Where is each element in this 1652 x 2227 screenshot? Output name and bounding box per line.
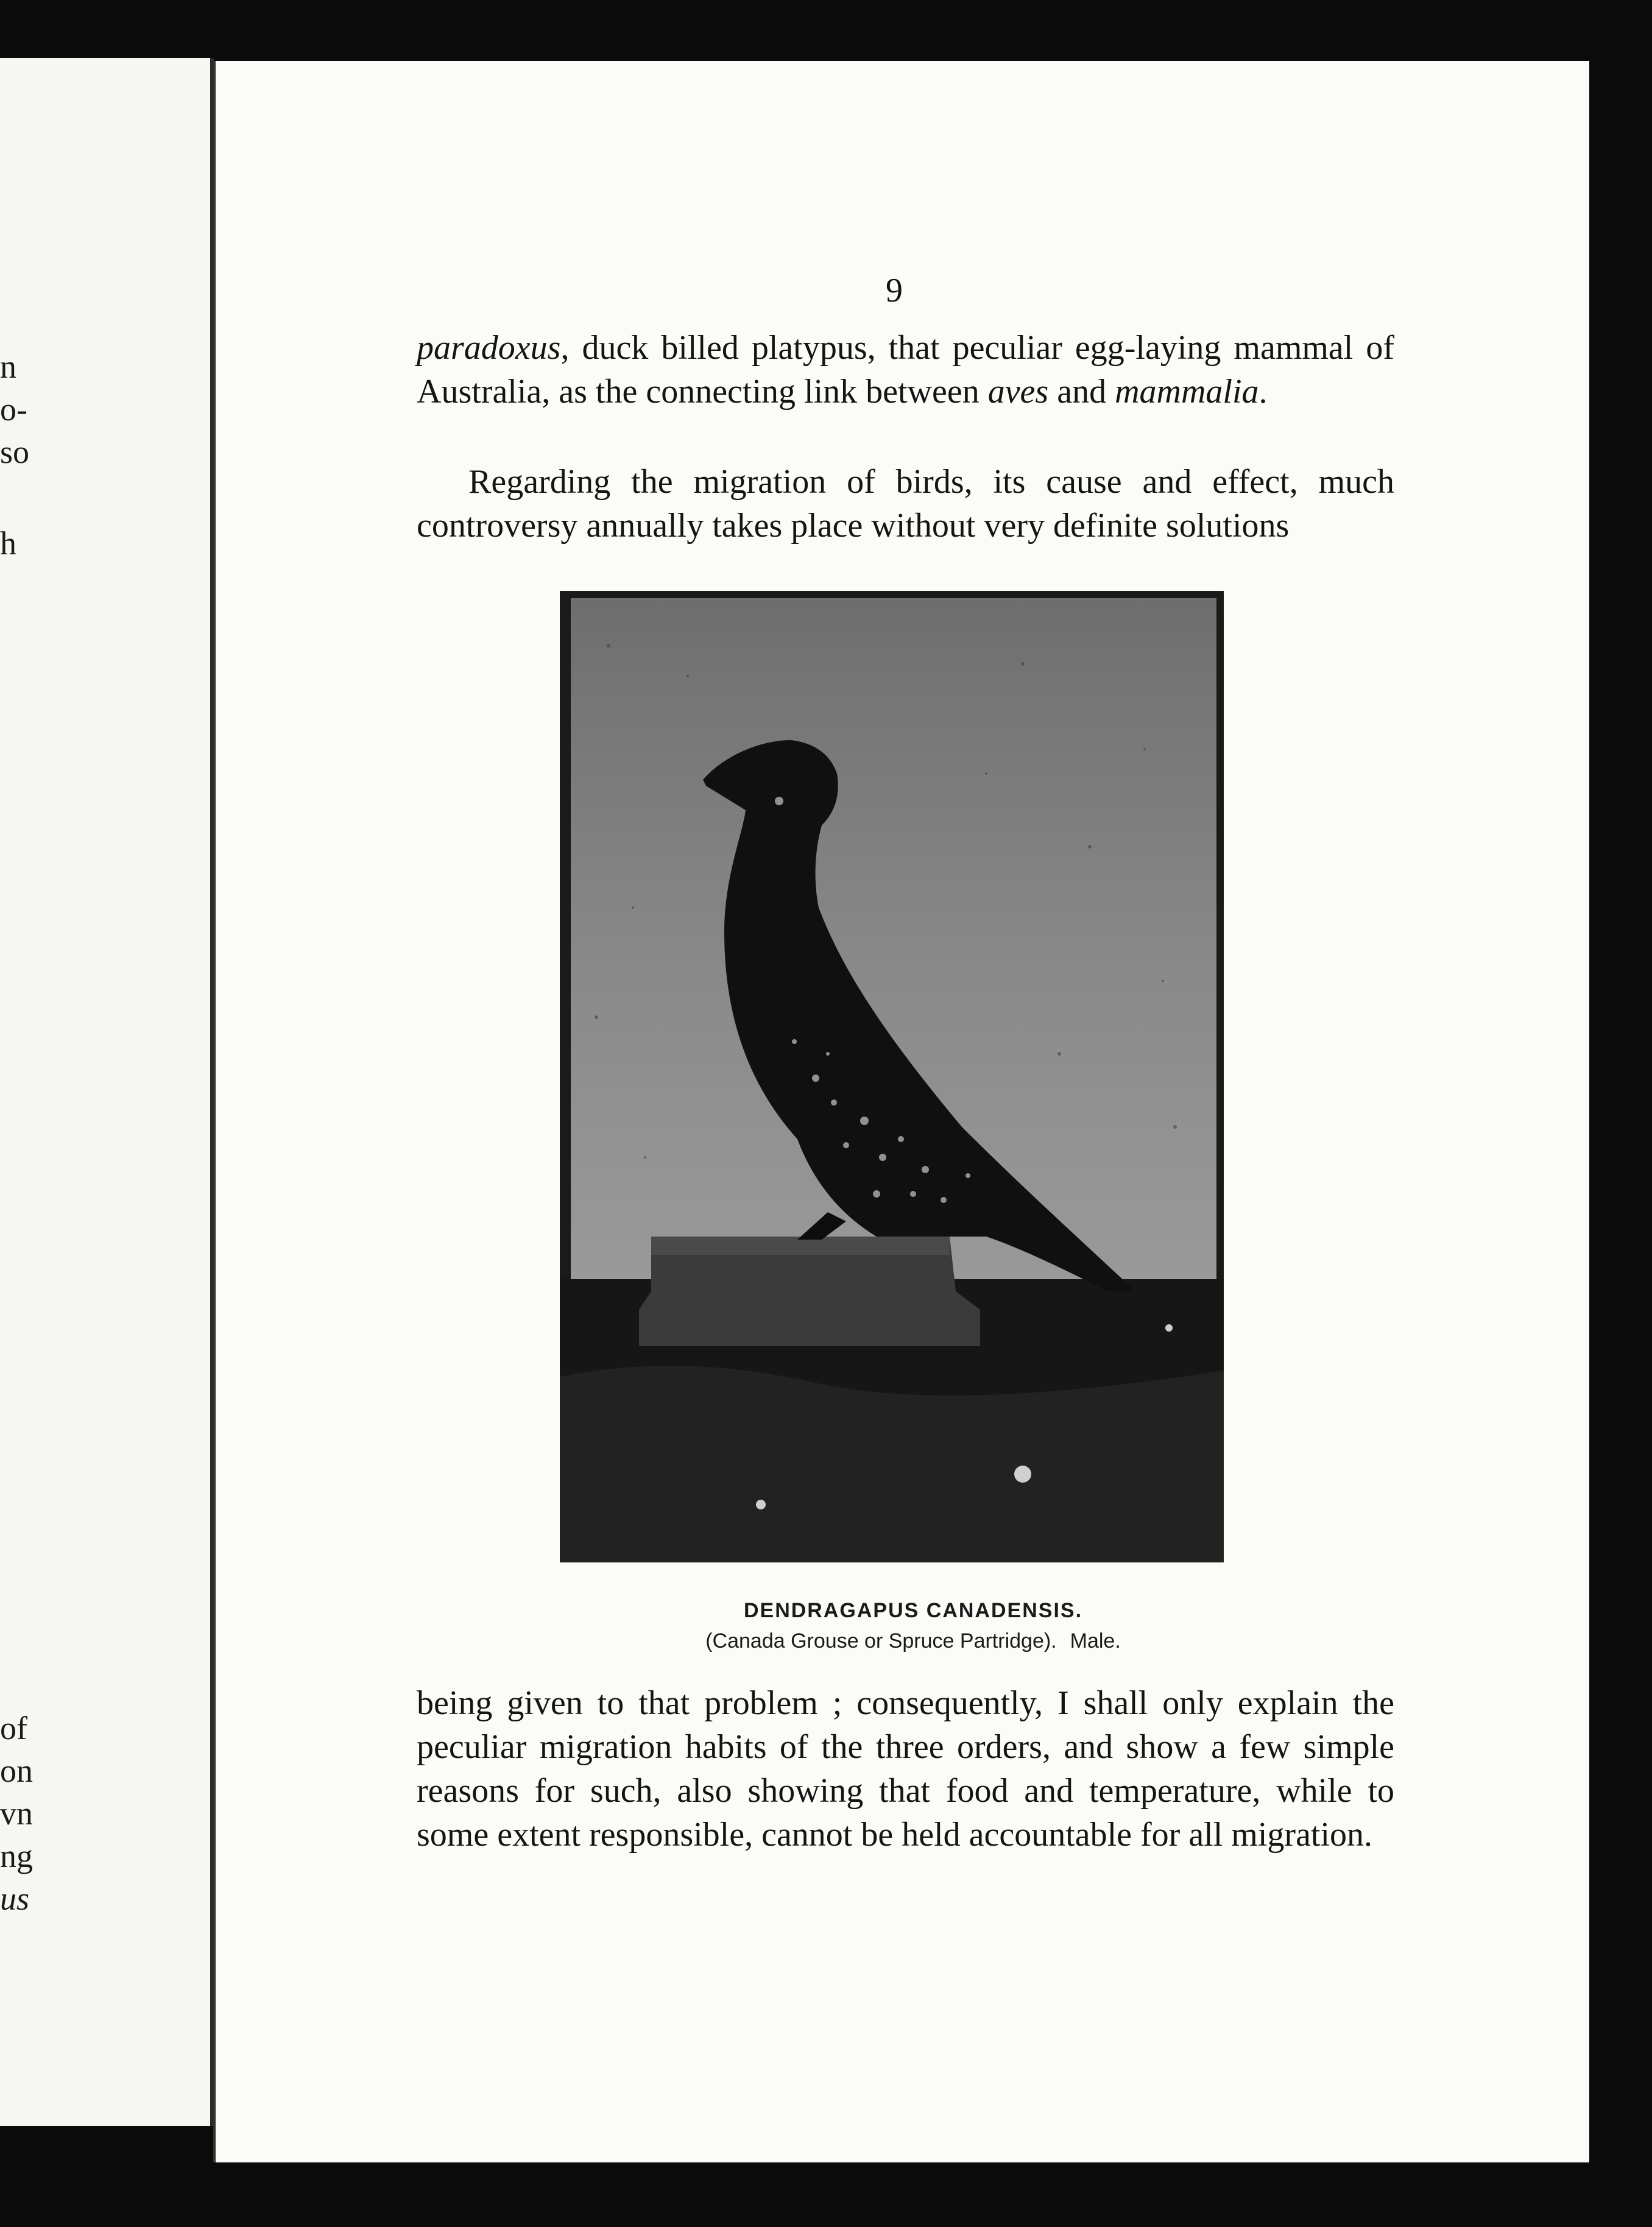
page-number: 9 <box>886 272 903 309</box>
left-page-fragment: so <box>0 434 30 470</box>
left-page-fragment: n <box>0 348 16 385</box>
left-page-fragment: on <box>0 1752 33 1789</box>
paragraph-italic-term: mammalia <box>1115 373 1259 411</box>
grouse-photograph <box>560 591 1224 1562</box>
figure-caption-title: DENDRAGAPUS CANADENSIS. <box>743 1599 1083 1622</box>
paragraph-italic-term: paradoxus <box>417 329 561 367</box>
figure-caption-common-name: (Canada Grouse or Spruce Partridge). <box>705 1629 1057 1653</box>
left-page-fragment: us <box>0 1880 30 1917</box>
left-page-fragment: h <box>0 525 16 562</box>
paragraph-text: and <box>1048 373 1115 411</box>
left-page-fragment: o- <box>0 391 27 428</box>
figure-caption-subtitle <box>398 1629 1428 1653</box>
left-page-fragment: ng <box>0 1838 33 1874</box>
paragraph-text: , duck billed platypus, that peculiar egg-laying mammal of Australia, as the connecting link between <box>417 329 1394 411</box>
paragraph-text: . <box>1258 373 1268 411</box>
paragraph-migration-explanation: being given to that problem ; consequently, I shall only explain the peculiar migration habits of the three orders, and show a few simple reasons for such, also showing that food and temperature, while to some extent responsible, cannot be held accountable for all migration. <box>417 1684 1394 1854</box>
paragraph-italic-term: aves <box>987 373 1049 411</box>
paragraph-text: Regarding the migration of birds, its cause and effect, much controversy annually takes place without very definite solutions <box>417 463 1394 545</box>
figure-caption-sex: Male. <box>1070 1629 1121 1653</box>
book-page <box>213 61 1589 2162</box>
left-page-fragment: vn <box>0 1795 33 1832</box>
paragraph-migration-intro <box>417 460 1394 548</box>
adjacent-left-page <box>0 58 214 2126</box>
grouse-photo-image <box>560 591 1224 1562</box>
paragraph-platypus <box>417 326 1394 414</box>
left-page-fragment: of <box>0 1710 27 1746</box>
